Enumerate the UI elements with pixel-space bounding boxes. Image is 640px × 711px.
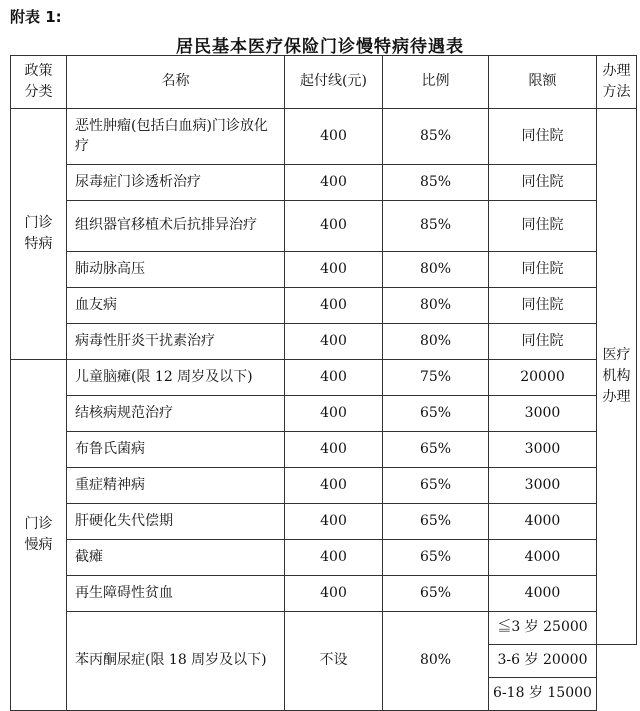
limit-cell: 同住院 — [489, 324, 597, 360]
table-title: 居民基本医疗保险门诊慢特病待遇表 — [176, 37, 464, 57]
disease-name: 恶性肿瘤(包括白血病)门诊放化疗 — [67, 109, 285, 165]
disease-name: 截瘫 — [67, 540, 285, 576]
attachment-label: 附表 1: — [10, 8, 62, 26]
category-chronic-line2: 慢病 — [24, 537, 53, 553]
limit-cell: 3000 — [489, 468, 597, 504]
table-row — [11, 165, 637, 201]
limit-cell: 4000 — [489, 576, 597, 612]
limit-subcell: 6-18 岁 15000 — [489, 678, 597, 711]
limit-cell: 3000 — [489, 396, 597, 432]
ratio-cell: 65% — [383, 504, 489, 540]
table-row — [11, 504, 637, 540]
limit-cell: 同住院 — [489, 109, 597, 165]
threshold-cell: 不设 — [285, 612, 383, 711]
threshold-cell: 400 — [285, 165, 383, 201]
table-row — [11, 252, 637, 288]
threshold-cell: 400 — [285, 252, 383, 288]
disease-name: 儿童脑瘫(限 12 周岁及以下) — [67, 360, 285, 396]
header-method-line2: 方法 — [602, 84, 631, 100]
ratio-cell: 65% — [383, 432, 489, 468]
header-method — [597, 56, 637, 109]
ratio-cell: 65% — [383, 540, 489, 576]
header-method-line1: 办理 — [602, 63, 631, 79]
disease-name: 组织器官移植术后抗排异治疗 — [67, 201, 285, 252]
limit-cell: 同住院 — [489, 288, 597, 324]
table-row — [11, 360, 637, 396]
threshold-cell: 400 — [285, 468, 383, 504]
table-row — [11, 201, 637, 252]
table-row — [11, 576, 637, 612]
limit-cell: 20000 — [489, 360, 597, 396]
table-row — [11, 432, 637, 468]
ratio-cell: 80% — [383, 288, 489, 324]
header-category-line1: 政策 — [24, 63, 53, 79]
ratio-cell: 85% — [383, 109, 489, 165]
threshold-cell: 400 — [285, 576, 383, 612]
header-limit: 限额 — [489, 56, 597, 109]
disease-name: 尿毒症门诊透析治疗 — [67, 165, 285, 201]
category-chronic — [11, 360, 67, 711]
table-row — [11, 288, 637, 324]
ratio-cell: 65% — [383, 396, 489, 432]
table-row — [11, 468, 637, 504]
disease-name: 肝硬化失代偿期 — [67, 504, 285, 540]
disease-name: 布鲁氏菌病 — [67, 432, 285, 468]
limit-cell: 同住院 — [489, 201, 597, 252]
method-line2: 机构 — [602, 368, 631, 384]
threshold-cell: 400 — [285, 109, 383, 165]
ratio-cell: 80% — [383, 324, 489, 360]
method-cell — [597, 109, 637, 645]
limit-cell: 4000 — [489, 504, 597, 540]
ratio-cell: 75% — [383, 360, 489, 396]
ratio-cell: 65% — [383, 468, 489, 504]
header-row — [11, 56, 637, 109]
disease-name: 苯丙酮尿症(限 18 周岁及以下) — [67, 612, 285, 711]
disease-name: 肺动脉高压 — [67, 252, 285, 288]
threshold-cell: 400 — [285, 288, 383, 324]
header-threshold: 起付线(元) — [285, 56, 383, 109]
category-special — [11, 109, 67, 360]
ratio-cell: 80% — [383, 612, 489, 711]
method-line1: 医疗 — [602, 347, 631, 363]
table-row — [11, 324, 637, 360]
ratio-cell: 80% — [383, 252, 489, 288]
limit-cell: 4000 — [489, 540, 597, 576]
threshold-cell: 400 — [285, 324, 383, 360]
table-row — [11, 540, 637, 576]
disease-name: 结核病规范治疗 — [67, 396, 285, 432]
disease-name: 重症精神病 — [67, 468, 285, 504]
ratio-cell: 85% — [383, 201, 489, 252]
disease-name: 再生障碍性贫血 — [67, 576, 285, 612]
threshold-cell: 400 — [285, 201, 383, 252]
limit-subcell: 3-6 岁 20000 — [489, 645, 597, 678]
threshold-cell: 400 — [285, 540, 383, 576]
ratio-cell: 85% — [383, 165, 489, 201]
limit-cell: 同住院 — [489, 165, 597, 201]
benefits-table — [10, 55, 637, 711]
threshold-cell: 400 — [285, 432, 383, 468]
header-ratio: 比例 — [383, 56, 489, 109]
limit-cell: 同住院 — [489, 252, 597, 288]
table-row — [11, 396, 637, 432]
limit-cell: 3000 — [489, 432, 597, 468]
category-chronic-line1: 门诊 — [24, 516, 53, 532]
table-row — [11, 109, 637, 165]
category-special-line2: 特病 — [24, 236, 53, 252]
ratio-cell: 65% — [383, 576, 489, 612]
method-line3: 办理 — [602, 389, 631, 405]
header-category — [11, 56, 67, 109]
limit-subcell: ≦3 岁 25000 — [489, 612, 597, 645]
category-special-line1: 门诊 — [24, 215, 53, 231]
disease-name: 病毒性肝炎干扰素治疗 — [67, 324, 285, 360]
threshold-cell: 400 — [285, 504, 383, 540]
header-name: 名称 — [67, 56, 285, 109]
header-category-line2: 分类 — [24, 84, 53, 100]
table-row — [11, 612, 637, 645]
threshold-cell: 400 — [285, 396, 383, 432]
disease-name: 血友病 — [67, 288, 285, 324]
threshold-cell: 400 — [285, 360, 383, 396]
